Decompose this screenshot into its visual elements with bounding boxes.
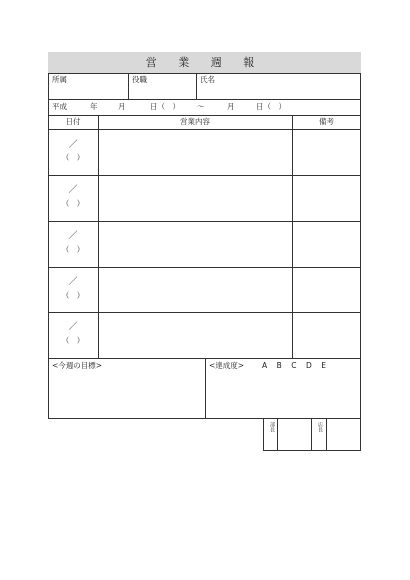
weekday-paren: （ ） [61, 291, 85, 300]
date-slash: ／ [68, 322, 78, 332]
divider [48, 129, 361, 130]
year-label: 年 [90, 102, 98, 111]
col-remarks-header: 備考 [319, 117, 334, 126]
achievement-label: <達成度> [209, 361, 245, 370]
weekday-paren: （ ） [61, 153, 85, 162]
row-divider [48, 175, 361, 176]
col-date-header: 日付 [65, 117, 81, 126]
divider [205, 358, 206, 419]
achievement-grades: A B C D E [262, 361, 328, 370]
weekday-paren: （ ） [61, 199, 85, 208]
end-month-label: 月 [227, 102, 235, 111]
weekday-paren: （ ） [61, 336, 85, 345]
weekly-goal-label: <今週の目標> [52, 361, 103, 370]
position-label: 役職 [132, 75, 147, 84]
era-label: 平成 [52, 102, 67, 111]
row-divider [48, 312, 361, 313]
name-label: 氏名 [200, 75, 215, 84]
date-slash: ／ [68, 140, 78, 150]
column-divider [98, 115, 99, 358]
manager-stamp-label: 部長 [269, 422, 275, 432]
date-slash: ／ [68, 277, 78, 287]
row-divider [48, 267, 361, 268]
date-slash: ／ [68, 231, 78, 241]
end-day-label: 日（ ） [256, 102, 286, 111]
department-label: 所属 [52, 75, 67, 84]
divider [326, 418, 327, 451]
divider [48, 99, 361, 100]
divider [48, 115, 361, 116]
col-content-header: 営業内容 [180, 117, 210, 126]
section-chief-stamp-label: 店長 [317, 422, 323, 432]
date-slash: ／ [68, 185, 78, 195]
report-title: 営 業 週 報 [48, 52, 361, 74]
weekday-paren: （ ） [61, 245, 85, 254]
divider [277, 418, 278, 451]
row-divider [48, 221, 361, 222]
start-month-label: 月 [118, 102, 126, 111]
column-divider [292, 115, 293, 358]
start-day-label: 日（ ） [150, 102, 180, 111]
divider [128, 74, 129, 99]
divider [196, 74, 197, 99]
tilde-label: ～ [197, 102, 205, 111]
